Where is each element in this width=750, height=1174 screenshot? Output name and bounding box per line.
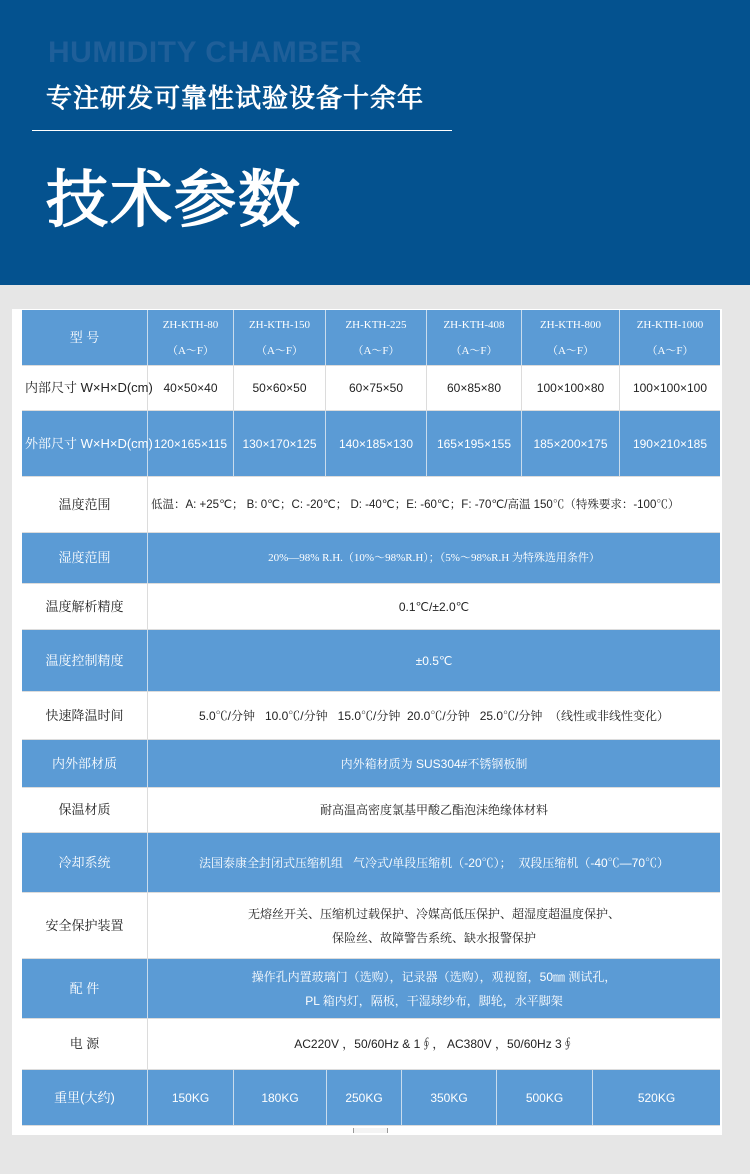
value-cell: 250KG [327,1070,402,1125]
row-label: 型 号 [22,310,148,365]
value-cell: 185×200×175 [522,411,620,476]
value-cell: 500KG [497,1070,593,1125]
table-row-cooling-system [22,833,720,893]
section-title: 技术参数 [46,163,303,236]
model-cell [148,310,234,365]
value-line: 无熔丝开关、压缩机过载保护、冷媒高低压保护、超湿度超温度保护、 [247,906,620,921]
model-cell [522,310,620,365]
value-cell: ±0.5℃ [415,653,453,668]
value-cell: 140×185×130 [326,411,427,476]
hero-banner [0,0,750,285]
row-label: 安全保护装置 [22,893,148,958]
english-title: HUMIDITY CHAMBER [48,36,363,69]
model-name: ZH-KTH-225 [345,318,407,331]
table-row-outer-size [22,411,720,477]
model-variant: （A～F） [646,344,694,357]
value-line: 操作孔内置玻璃门（选购），记录器（选购），观视窗，50㎜ 测试孔， [251,969,617,984]
value-cell: 0.1℃/±2.0℃ [398,599,470,614]
value-cell: 180KG [234,1070,327,1125]
model-variant: （A～F） [255,344,304,357]
row-label: 快速降温时间 [22,692,148,739]
model-name: ZH-KTH-150 [248,318,311,331]
value-cell: 法国泰康全封闭式压缩机组 气冷式/单段压缩机（-20℃）； 双段压缩机（-40℃—70℃） [198,855,670,870]
table-row-insulation [22,788,720,833]
value-cell: 5.0℃/分钟 10.0℃/分钟 15.0℃/分钟 20.0℃/分钟 25.0℃/分钟 （线性或非线性变化） [198,708,670,723]
table-row-temp-control [22,630,720,692]
value-cell: 内外箱材质为 SUS304#不锈钢板制 [340,756,528,771]
row-label: 温度解析精度 [22,584,148,629]
row-label: 配 件 [22,959,148,1018]
table-row-power [22,1019,720,1070]
model-name: ZH-KTH-80 [162,318,219,331]
row-label: 外部尺寸 W×H×D(cm) [22,411,148,476]
model-cell [427,310,522,365]
value-cell: 120×165×115 [148,411,234,476]
model-name: ZH-KTH-800 [539,318,602,331]
value-cell: 50×60×50 [234,366,326,410]
table-row-accessories [22,959,720,1019]
row-label: 重里(大约) [22,1070,148,1125]
row-label: 湿度范围 [22,533,148,583]
value-line: 保险丝、故障警告系统、缺水报警保护 [331,930,536,945]
row-label: 电 源 [22,1019,148,1069]
value-cell: 350KG [402,1070,497,1125]
horizontal-scrollbar-thumb[interactable] [353,1128,388,1133]
value-cell: 100×100×80 [522,366,620,410]
table-row-weight [22,1070,720,1126]
row-label: 冷却系统 [22,833,148,892]
value-cell: 150KG [148,1070,234,1125]
table-row-model [22,310,720,366]
table-row-humidity-range [22,533,720,584]
value-cell: 耐高温高密度氯基甲酸乙酯泡沫绝缘体材料 [319,803,548,817]
divider [32,130,452,131]
value-cell: AC220V ，50/60Hz & 1∮， AC380V ，50/60Hz 3∮ [294,1037,574,1051]
value-line: PL 箱内灯，隔板，干湿球纱布，脚轮，水平脚架 [305,993,563,1008]
model-name: ZH-KTH-1000 [636,318,704,331]
value-cell [148,893,720,958]
value-cell: 165×195×155 [427,411,522,476]
value-cell: 60×85×80 [427,366,522,410]
table-row-inner-size [22,366,720,411]
value-cell: 520KG [637,1090,676,1105]
model-variant: （A～F） [352,344,400,357]
model-cell [234,310,326,365]
table-row-safety [22,893,720,959]
table-row-temp-range [22,477,720,533]
value-cell: 130×170×125 [234,411,326,476]
model-cell [326,310,427,365]
value-cell: 190×210×185 [632,436,708,451]
value-cell: 100×100×100 [632,381,708,395]
row-label: 温度控制精度 [22,630,148,691]
value-cell: 低温：A: +25℃； B: 0℃；C: -20℃； D: -40℃；E: -60℃；F: -70℃/高温 150℃（特殊要求：-100℃） [151,498,680,511]
model-variant: （A～F） [546,344,595,357]
model-variant: （A～F） [450,344,498,357]
model-variant: （A～F） [166,344,215,357]
value-cell: 60×75×50 [326,366,427,410]
value-cell: 20%—98% R.H.（10%～98%R.H）；（5%～98%R.H 为特殊选用条件） [268,552,600,564]
spec-table [22,310,720,1126]
slogan: 专注研发可靠性试验设备十余年 [46,84,425,114]
model-name: ZH-KTH-408 [443,318,505,331]
row-label: 内外部材质 [22,740,148,787]
table-row-temp-resolution [22,584,720,630]
table-row-cooling-rate [22,692,720,740]
value-cell [148,959,720,1018]
table-row-material [22,740,720,788]
row-label: 温度范围 [22,477,148,532]
value-cell: 40×50×40 [148,366,234,410]
row-label: 内部尺寸 W×H×D(cm) [22,366,148,410]
model-cell [620,310,720,365]
row-label: 保温材质 [22,788,148,832]
